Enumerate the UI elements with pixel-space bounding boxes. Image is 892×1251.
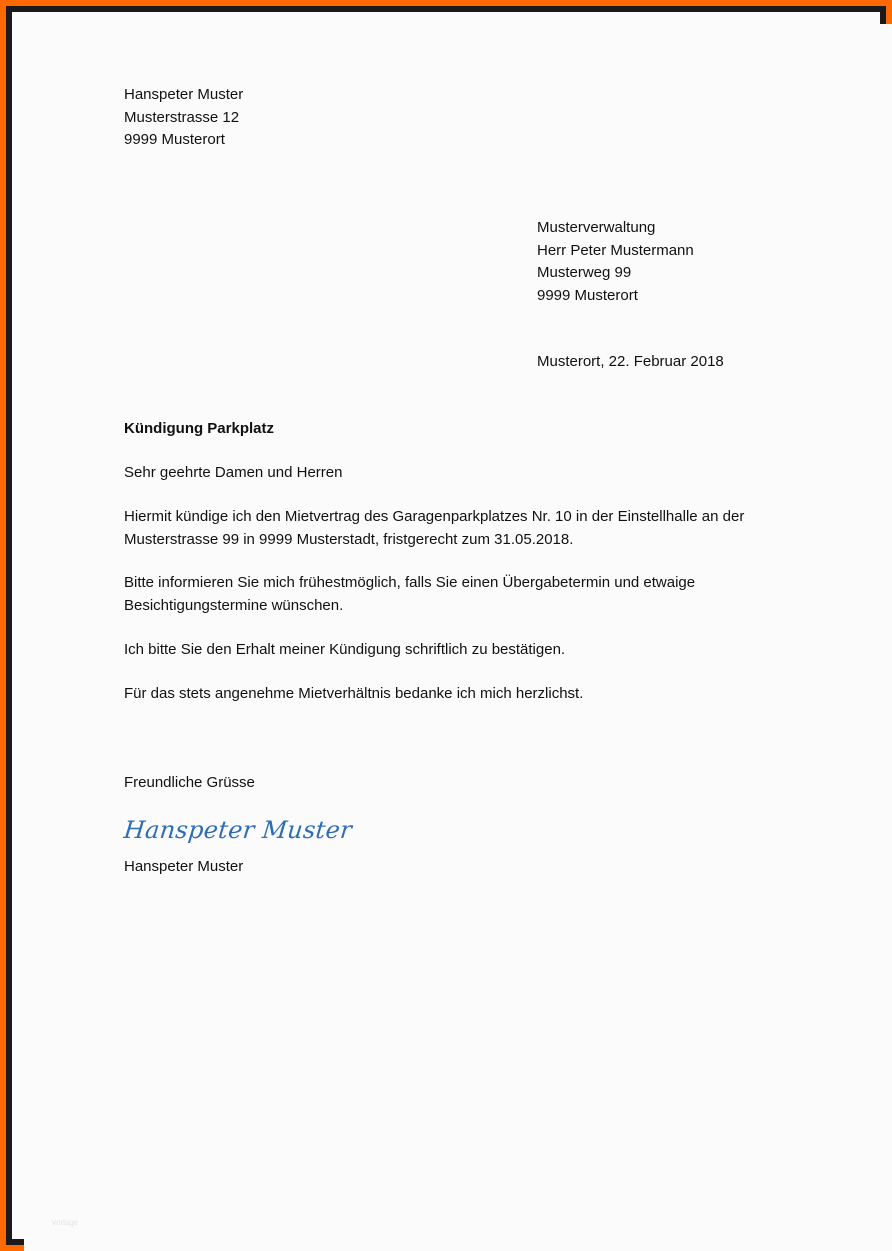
paragraph-line: Für das stets angenehme Mietverhältnis bedanke ich mich herzlichst. [124,685,584,702]
recipient-street: Musterweg 99 [537,264,632,281]
printed-name: Hanspeter Muster [124,858,244,875]
sender-street: Musterstrasse 12 [124,108,240,126]
subject-line: Kündigung Parkplatz [124,420,274,437]
body-paragraph [124,639,565,662]
salutation: Sehr geehrte Damen und Herren [124,464,343,481]
date-line: Musterort, 22. Februar 2018 [537,353,724,370]
closing-phrase: Freundliche Grüsse [124,774,255,791]
sender-name: Hanspeter Muster [124,86,244,103]
recipient-city: 9999 Musterort [537,286,638,304]
footer-watermark: vorlage [52,1218,79,1227]
body-paragraph [124,683,583,706]
recipient-person: Herr Peter Mustermann [537,241,694,259]
paragraph-line: Hiermit kündige ich den Mietvertrag des Garagenparkplatzes Nr. 10 in der Einstellhalle an der [124,508,745,525]
paragraph-line: Musterstrasse 99 in 9999 Musterstadt, fristgerecht zum 31.05.2018. [124,530,574,548]
letter-page [24,24,892,1251]
paragraph-line: Ich bitte Sie den Erhalt meiner Kündigung schriftlich zu bestätigen. [124,641,566,658]
paragraph-line: Besichtigungstermine wünschen. [124,596,344,614]
handwritten-signature: Hanspeter Muster [122,816,354,844]
page-frame [6,6,886,1245]
recipient-address [537,217,694,307]
sender-address [124,84,243,152]
body-paragraph [124,506,744,551]
paragraph-line: Bitte informieren Sie mich frühestmöglich, falls Sie einen Übergabetermin und etwaige [124,574,696,591]
body-paragraph [124,572,695,617]
sender-city: 9999 Musterort [124,131,225,148]
recipient-company: Musterverwaltung [537,219,656,236]
